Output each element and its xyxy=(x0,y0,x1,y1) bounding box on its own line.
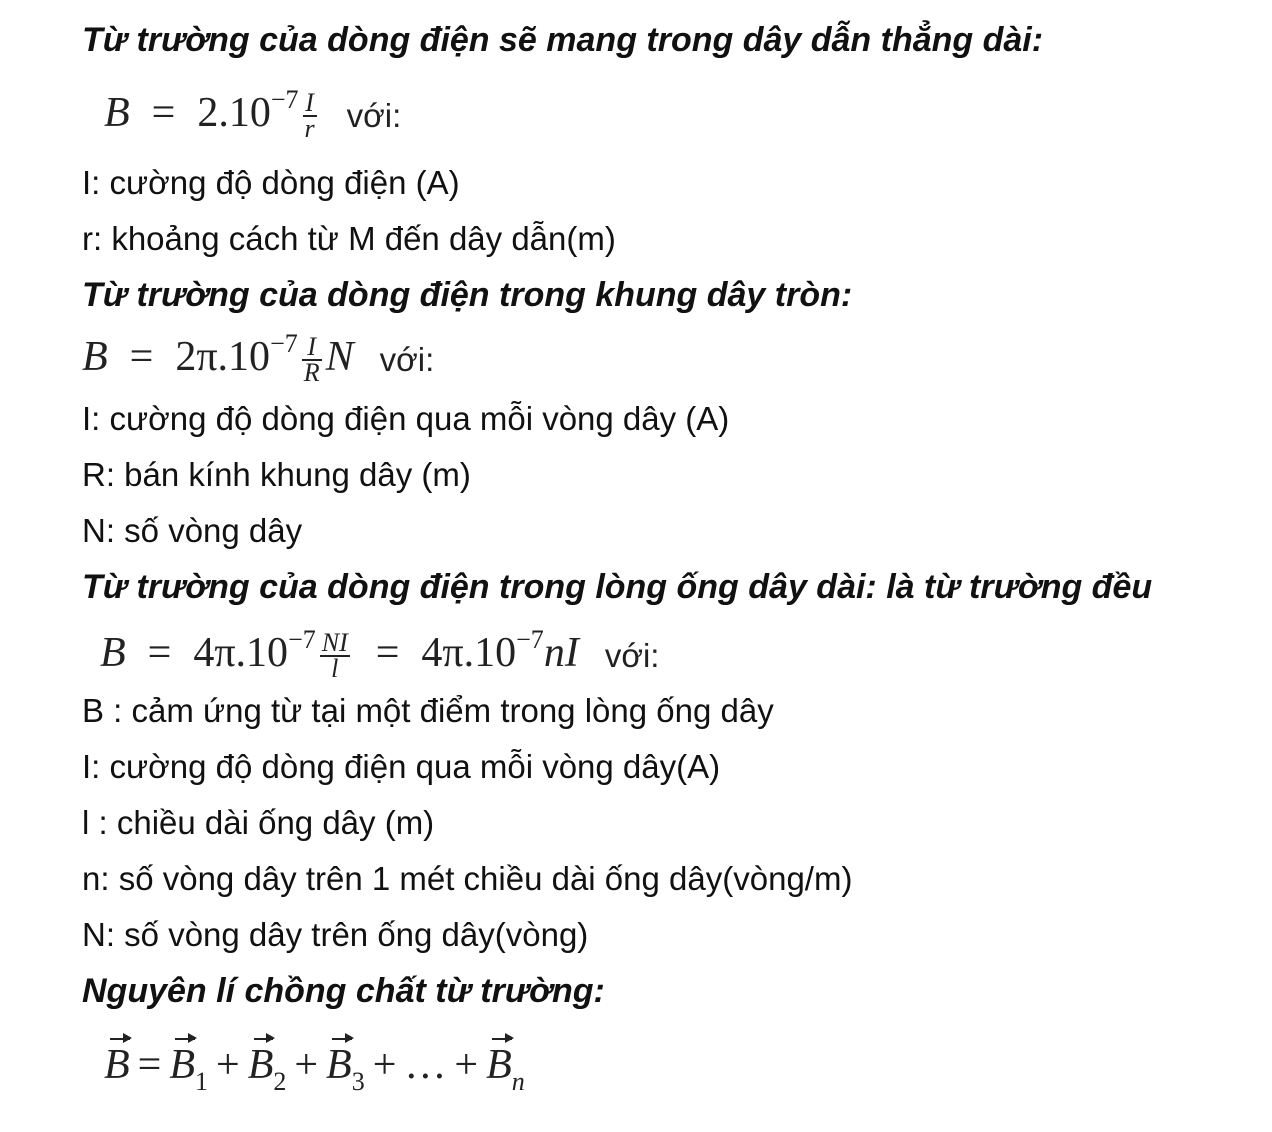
fraction-numerator: I xyxy=(302,335,322,361)
formula-equals: = xyxy=(147,630,172,676)
formula-coefficient: 4π.10 xyxy=(193,630,289,676)
definition-line: r: khoảng cách từ M đến dây dẫn(m) xyxy=(82,220,616,257)
formula-coefficient: 2π.10 xyxy=(175,334,271,380)
heading-solenoid: Từ trường của dòng điện trong lòng ống dây dài: là từ trường đều xyxy=(82,568,1153,606)
fraction-denominator: r xyxy=(304,114,315,144)
vector-bn: B xyxy=(486,1042,512,1088)
vector-b-total: B xyxy=(104,1042,130,1088)
formula-circular-loop xyxy=(82,329,435,388)
formula-superposition xyxy=(104,1040,525,1096)
formula-equals: = xyxy=(137,1042,162,1088)
heading-superposition: Nguyên lí chồng chất từ trường: xyxy=(82,972,605,1010)
subscript-3: 3 xyxy=(351,1067,365,1096)
heading-straight-wire: Từ trường của dòng điện sẽ mang trong dây dẫn thẳng dài: xyxy=(82,21,1044,59)
subscript-2: 2 xyxy=(273,1067,287,1096)
vector-b1: B xyxy=(169,1042,195,1088)
formula-solenoid xyxy=(100,625,660,684)
formula-lhs: B xyxy=(100,630,126,676)
definition-line: I: cường độ dòng điện qua mỗi vòng dây(A) xyxy=(82,748,721,785)
formula-tail: nI xyxy=(543,630,579,676)
plus-sign: + xyxy=(216,1042,240,1088)
formula-exponent: −7 xyxy=(270,85,299,114)
formula-coefficient: 2.10 xyxy=(197,90,271,136)
with-label: với: xyxy=(346,97,402,135)
formula-fraction xyxy=(302,332,322,388)
formula-tail: N xyxy=(325,334,354,380)
formula-equals: = xyxy=(151,90,176,136)
plus-sign: + xyxy=(294,1042,319,1088)
fraction-numerator: NI xyxy=(321,628,348,658)
definition-line: B : cảm ứng từ tại một điểm trong lòng ống dây xyxy=(82,692,774,729)
definition-line: N: số vòng dây trên ống dây(vòng) xyxy=(82,916,589,953)
definition-line: R: bán kính khung dây (m) xyxy=(82,456,471,493)
plus-sign: + xyxy=(454,1042,479,1088)
plus-sign: + xyxy=(372,1042,397,1088)
formula-exponent-second: −7 xyxy=(516,625,544,654)
formula-fraction xyxy=(320,628,350,684)
definition-line: n: số vòng dây trên 1 mét chiều dài ống dây(vòng/m) xyxy=(82,860,853,897)
formula-fraction xyxy=(303,88,317,144)
heading-circular-loop: Từ trường của dòng điện trong khung dây tròn: xyxy=(82,276,853,314)
formula-equals-second: = xyxy=(375,630,400,676)
with-label: với: xyxy=(604,637,660,675)
subscript-1: 1 xyxy=(195,1067,208,1096)
ellipsis: … xyxy=(404,1042,447,1088)
definition-line: N: số vòng dây xyxy=(82,512,303,549)
definition-line: I: cường độ dòng điện qua mỗi vòng dây (A) xyxy=(82,400,730,437)
definition-line: l : chiều dài ống dây (m) xyxy=(82,804,435,841)
formula-straight-wire xyxy=(104,85,402,144)
vector-b2: B xyxy=(247,1042,274,1088)
formula-equals: = xyxy=(129,334,154,380)
fraction-denominator: R xyxy=(303,358,320,388)
formula-exponent: −7 xyxy=(288,625,316,654)
formula-coefficient-second: 4π.10 xyxy=(421,630,517,676)
fraction-numerator: I xyxy=(303,91,317,117)
formula-lhs: B xyxy=(82,334,108,380)
definition-line: I: cường độ dòng điện (A) xyxy=(82,164,460,201)
subscript-n: n xyxy=(511,1067,525,1096)
fraction-denominator: l xyxy=(331,654,339,684)
formula-exponent: −7 xyxy=(270,329,298,358)
formula-lhs: B xyxy=(104,90,130,136)
with-label: với: xyxy=(379,341,435,379)
vector-b3: B xyxy=(326,1042,352,1088)
